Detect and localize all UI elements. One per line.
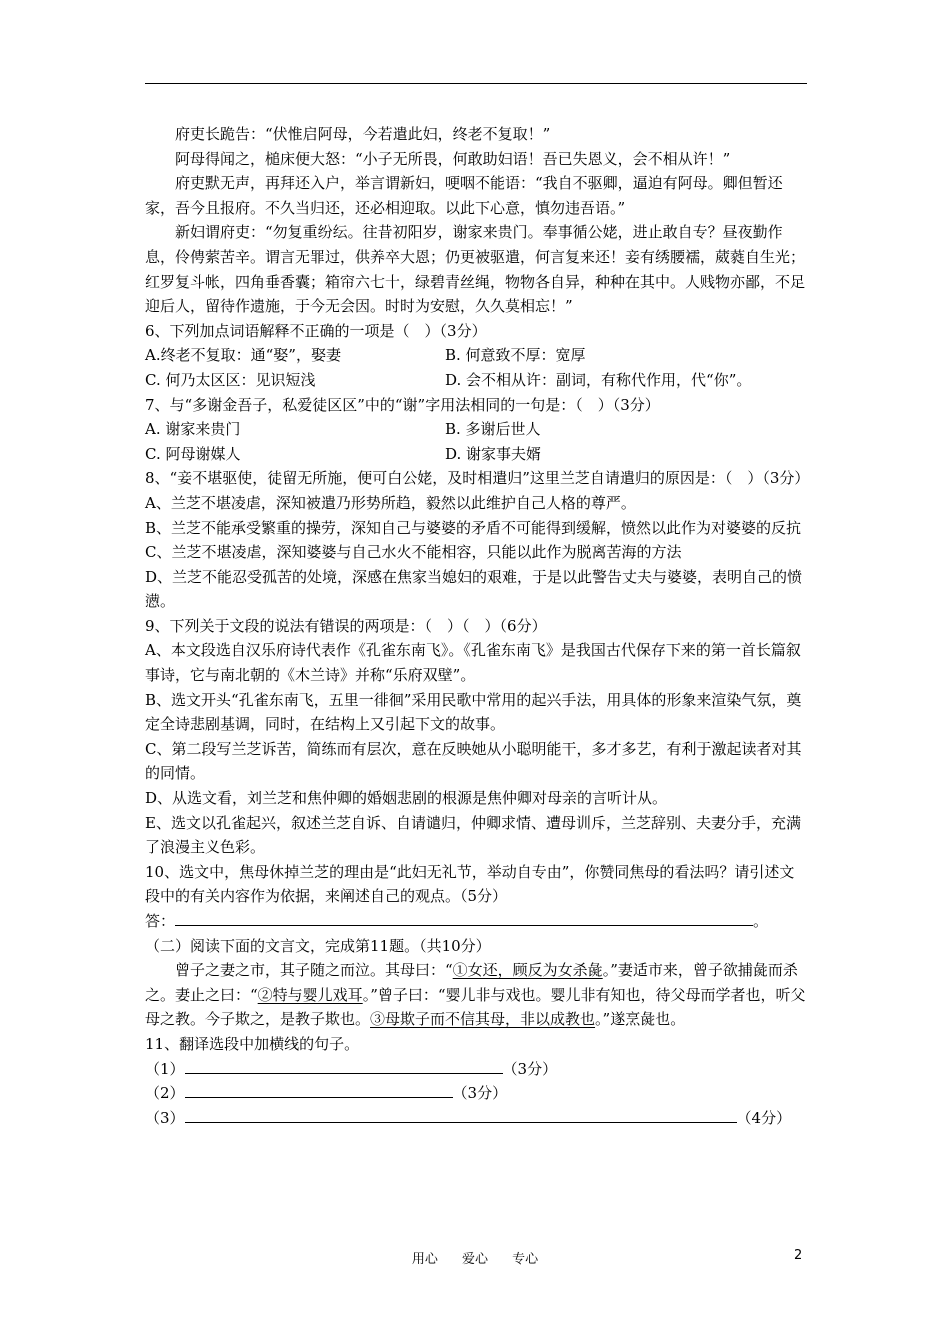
page-footer (0, 1248, 950, 1267)
question-7-stem: 7、与“多谢金吾子，私爱徒区区”中的“谢”字用法相同的一句是：（ ）（3分） (145, 395, 660, 414)
question-9-option-b: B、选文开头“孔雀东南飞，五里一徘徊”采用民歌中常用的起兴手法，用具体的形象来渲染气氛，奠定全诗悲剧基调，同时，在结构上又引起下文的故事。 (145, 690, 802, 734)
answer-label: 答： (145, 912, 176, 930)
classical-passage (145, 958, 807, 1032)
question-7-options-row-1 (145, 417, 807, 442)
question-6-options-row-2 (145, 368, 807, 393)
question-7-option-a: A. 谢家来贵门 (145, 420, 241, 439)
footer-word-1: 用心 (411, 1252, 438, 1267)
question-11-stem: 11、翻译选段中加横线的句子。 (145, 1034, 360, 1053)
translation-blank-3[interactable] (185, 1106, 737, 1123)
translation-marks-1: （3分） (502, 1059, 558, 1078)
question-10-answer-line (145, 909, 807, 934)
passage-text: 。”曾子曰：“婴儿非与戏也。婴儿非有知也，待父母而学者也，听父母之教。今子欺之，是教子欺也。 (145, 985, 806, 1029)
translation-marks-3: （4分） (736, 1108, 792, 1127)
question-8-option-d: D、兰芝不能忍受孤苦的处境，深感在焦家当媳妇的艰难，于是以此警告丈夫与婆婆，表明自己的愤懑。 (145, 567, 803, 611)
passage-paragraph-1: 府吏长跪告：“伏惟启阿母，今若遣此妇，终老不复取！” (175, 125, 551, 143)
question-10-stem: 10、选文中，焦母休掉兰芝的理由是“此妇无礼节，举动自专由”，你赞同焦母的看法吗？请引述文段中的有关内容作为依据，来阐述自己的观点。（5分） (145, 862, 795, 906)
question-9-option-e: E、选文以孔雀起兴，叙述兰芝自诉、自请谴归，仲卿求情、遭母训斥，兰芝辞别、夫妻分手，充满了浪漫主义色彩。 (145, 813, 801, 857)
translation-label-1: （1） (145, 1059, 185, 1078)
page-number: 2 (794, 1248, 803, 1263)
question-7-option-c: C. 阿母谢媒人 (145, 444, 241, 463)
passage-text: 曾子之妻之市，其子随之而泣。其母曰：“ (175, 961, 453, 980)
question-6-option-b: B. 何意致不厚：宽厚 (445, 346, 586, 365)
passage-paragraph-3: 府吏默无声，再拜还入户，举言谓新妇，哽咽不能语：“我自不驱卿，逼迫有阿母。卿但暂还家，吾今且报府。不久当归还，还必相迎取。以此下心意，慎勿违吾语。” (145, 174, 783, 217)
page-content (145, 122, 810, 1130)
translation-label-3: （3） (145, 1108, 185, 1127)
question-6-stem: 6、下列加点词语解释不正确的一项是（ ）（3分） (145, 321, 487, 340)
question-7-options-row-2 (145, 442, 807, 467)
passage-paragraph-2: 阿母得闻之，槌床便大怒：“小子无所畏，何敢助妇语！吾已失恩义，会不相从许！” (175, 149, 731, 168)
translation-line-2 (145, 1081, 807, 1106)
question-9-option-c: C、第二段写兰芝诉苦，简练而有层次，意在反映她从小聪明能干，多才多艺，有利于激起读者对其的同情。 (145, 739, 802, 783)
passage-text: 。”妻适市来，曾子欲捕彘而杀之。妻止之曰：“ (145, 961, 798, 1004)
question-8-option-c: C、兰芝不堪凌虐，深知婆婆与自己水火不能相容，只能以此作为脱离苦海的方法 (145, 543, 682, 562)
question-8-option-a: A、兰芝不堪凌虐，深知被遣乃形势所趋，毅然以此维护自己人格的尊严。 (145, 493, 636, 512)
translation-line-1 (145, 1057, 807, 1082)
question-6-option-a: A.终老不复取：通“娶”，娶妻 (145, 346, 341, 365)
question-7-option-d: D. 谢家事夫婿 (445, 444, 542, 463)
footer-word-2: 爱心 (461, 1252, 488, 1267)
section-2-heading: （二）阅读下面的文言文，完成第11题。（共10分） (145, 936, 491, 955)
question-9-stem: 9、下列关于文段的说法有错误的两项是：（ ）（ ）（6分） (145, 616, 547, 635)
question-9-option-a: A、本文段选自汉乐府诗代表作《孔雀东南飞》。《孔雀东南飞》是我国古代保存下来的第一首长篇叙事诗，它与南北朝的《木兰诗》并称“乐府双壁”。 (145, 641, 801, 685)
underlined-sentence-1: ①女还，顾反为女杀彘 (452, 961, 603, 980)
answer-blank[interactable] (175, 909, 753, 926)
question-8-stem: 8、“妾不堪驱使，徒留无所施，便可白公姥，及时相遣归”这里兰芝自请遣归的原因是：（ ）（3分） (145, 469, 810, 488)
answer-end: 。 (753, 912, 769, 930)
translation-blank-1[interactable] (185, 1057, 503, 1074)
translation-label-2: （2） (145, 1084, 185, 1103)
footer-word-3: 专心 (512, 1252, 539, 1267)
question-6-options-row-1 (145, 343, 807, 368)
underlined-sentence-3: ③母欺子而不信其母，非以成教也 (370, 1010, 596, 1029)
question-7-option-b: B. 多谢后世人 (445, 420, 541, 439)
question-9-option-d: D、从选文看，刘兰芝和焦仲卿的婚姻悲剧的根源是焦仲卿对母亲的言听计从。 (145, 789, 668, 808)
translation-blank-2[interactable] (185, 1081, 453, 1098)
question-8-option-b: B、兰芝不能承受繁重的操劳，深知自己与婆婆的矛盾不可能得到缓解，愤然以此作为对婆婆的反抗 (145, 518, 802, 537)
passage-text: 。”遂烹彘也。 (595, 1010, 686, 1029)
question-6-option-c: C. 何乃太区区：见识短浅 (145, 370, 316, 389)
translation-marks-2: （3分） (452, 1084, 508, 1103)
passage-paragraph-4: 新妇谓府吏：“勿复重纷纭。往昔初阳岁，谢家来贵门。奉事循公姥，进止敢自专？昼夜勤作息，伶俜萦苦辛。谓言无罪过，供养卒大恩；仍更被驱遣，何言复来还！妾有绣腰襦，葳蕤自生光；红罗复斗帐，四角垂香囊；箱帘六七十，绿碧青丝绳，物物各自异，种种在其中。人贱物亦鄙，不足迎后人，留待作遗施，于今无会因。时时为安慰，久久莫相忘！” (145, 223, 806, 316)
header-rule (145, 83, 807, 84)
question-6-option-d: D. 会不相从许：副词，有称代作用，代“你”。 (445, 370, 752, 389)
translation-line-3 (145, 1106, 807, 1131)
underlined-sentence-2: ②特与婴儿戏耳 (257, 985, 363, 1004)
